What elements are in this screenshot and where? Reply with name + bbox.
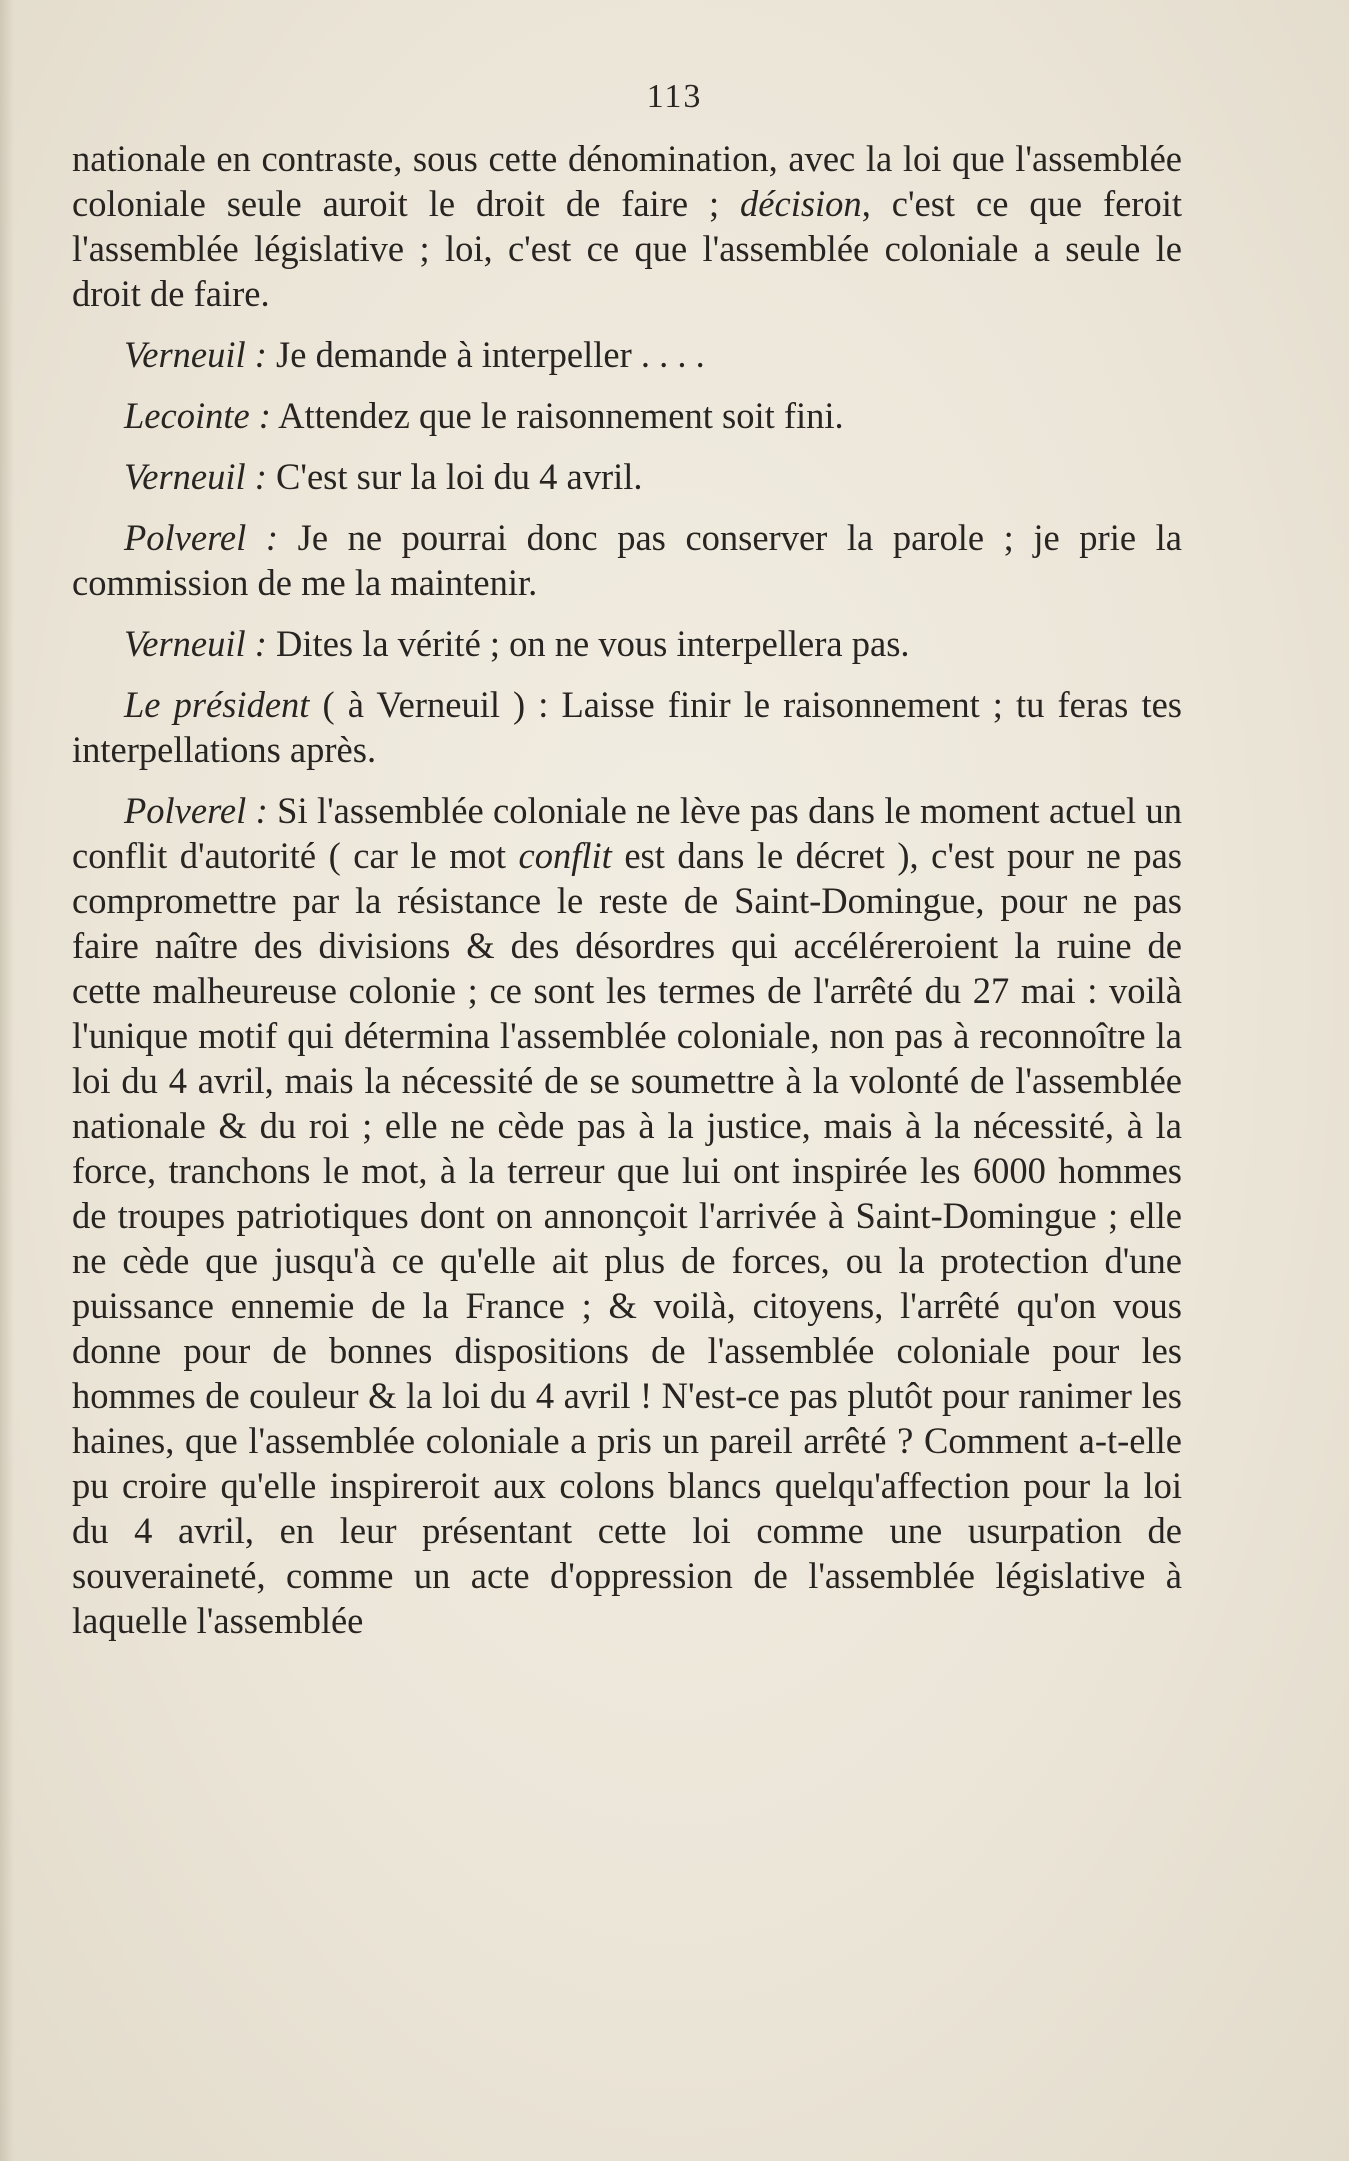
page-number: 113 xyxy=(646,78,703,115)
speaker-name: Verneuil : xyxy=(124,456,267,497)
speaker-name: Le président xyxy=(124,684,310,725)
speech-text: Attendez que le raisonnement soit fini. xyxy=(270,395,844,436)
speech-text: Dites la vérité ; on ne vous interpellera pas. xyxy=(266,623,910,664)
speaker-name: Polverel : xyxy=(124,790,268,831)
speaker-name: Verneuil : xyxy=(124,334,267,375)
speaker-name: Lecointe : xyxy=(124,395,271,436)
speech-text-after: est dans le décret ), c'est pour ne pas compromettre par la résistance le reste de Saint-Domingue, pour ne pas faire naître des divisions & des désordres qui accéléreroient la ruine de cette malheureuse colonie ; ce sont les termes de l'arrêté du 27 mai : voilà l'unique motif qui détermina l'assemblée coloniale, non pas à reconnoître la loi du 4 avril, mais la nécessité de se soumettre à la volonté de l'assemblée nationale & du roi ; elle ne cède pas à la justice, mais à la nécessité, à la force, tranchons le mot, à la terreur que lui ont inspirée les 6000 hommes de troupes patriotiques dont on annonçoit l'arrivée à Saint-Domingue ; elle ne cède que jusqu'à ce qu'elle ait plus de forces, ou la protection d'une puissance ennemie de la France ; & voilà, citoyens, l'arrêté qu'on vous donne pour de bonnes dispositions de l'assemblée coloniale pour les hommes de couleur & la loi du 4 avril ! N'est-ce pas plutôt pour ranimer les haines, que l'assemblée coloniale a pris un pareil arrêté ? Comment a-t-elle pu croire qu'elle inspireroit aux colons blancs quelqu'affection pour la loi du 4 avril, en leur présentant cette loi comme une usurpation de souveraineté, comme un acte d'oppression de l'assemblée législative à laquelle l'assemblée xyxy=(72,835,1182,1641)
speech-text: Je demande à interpeller . . . . xyxy=(266,334,705,375)
emphasized-word: conflit xyxy=(518,835,612,876)
speech-text: ( à Verneuil ) : Laisse finir le raisonnement ; tu feras tes interpellations après. xyxy=(72,684,1183,770)
paragraph-text: nationale en contraste, sous cette dénomination, avec la loi que l'assemblée coloniale seule auroit le droit de faire ; xyxy=(72,138,1182,224)
speech-paragraph xyxy=(72,682,1182,772)
speech-text: C'est sur la loi du 4 avril. xyxy=(266,456,643,497)
speech-paragraph xyxy=(72,621,1182,666)
paragraph-continuation xyxy=(72,136,1182,316)
speech-paragraph xyxy=(72,788,1182,1643)
speech-paragraph xyxy=(72,393,1182,438)
speech-text: Je ne pourrai donc pas conserver la parole ; je prie la commission de me la maintenir. xyxy=(72,517,1182,603)
speech-text: Si l'assemblée coloniale ne lève pas dans le moment actuel un conflit d'autorité ( car le mot xyxy=(72,790,1183,876)
speaker-name: Verneuil : xyxy=(124,623,267,664)
page-gutter-shadow xyxy=(0,0,14,2161)
speaker-name: Polverel : xyxy=(124,517,279,558)
speech-paragraph xyxy=(72,515,1182,605)
page-body xyxy=(72,136,1182,1659)
speech-paragraph xyxy=(72,332,1182,377)
emphasized-word: décision xyxy=(740,183,862,224)
paragraph-text-after: , c'est ce que feroit l'assemblée législative ; loi, c'est ce que l'assemblée coloniale a seule le droit de faire. xyxy=(72,183,1182,314)
speech-paragraph xyxy=(72,454,1182,499)
